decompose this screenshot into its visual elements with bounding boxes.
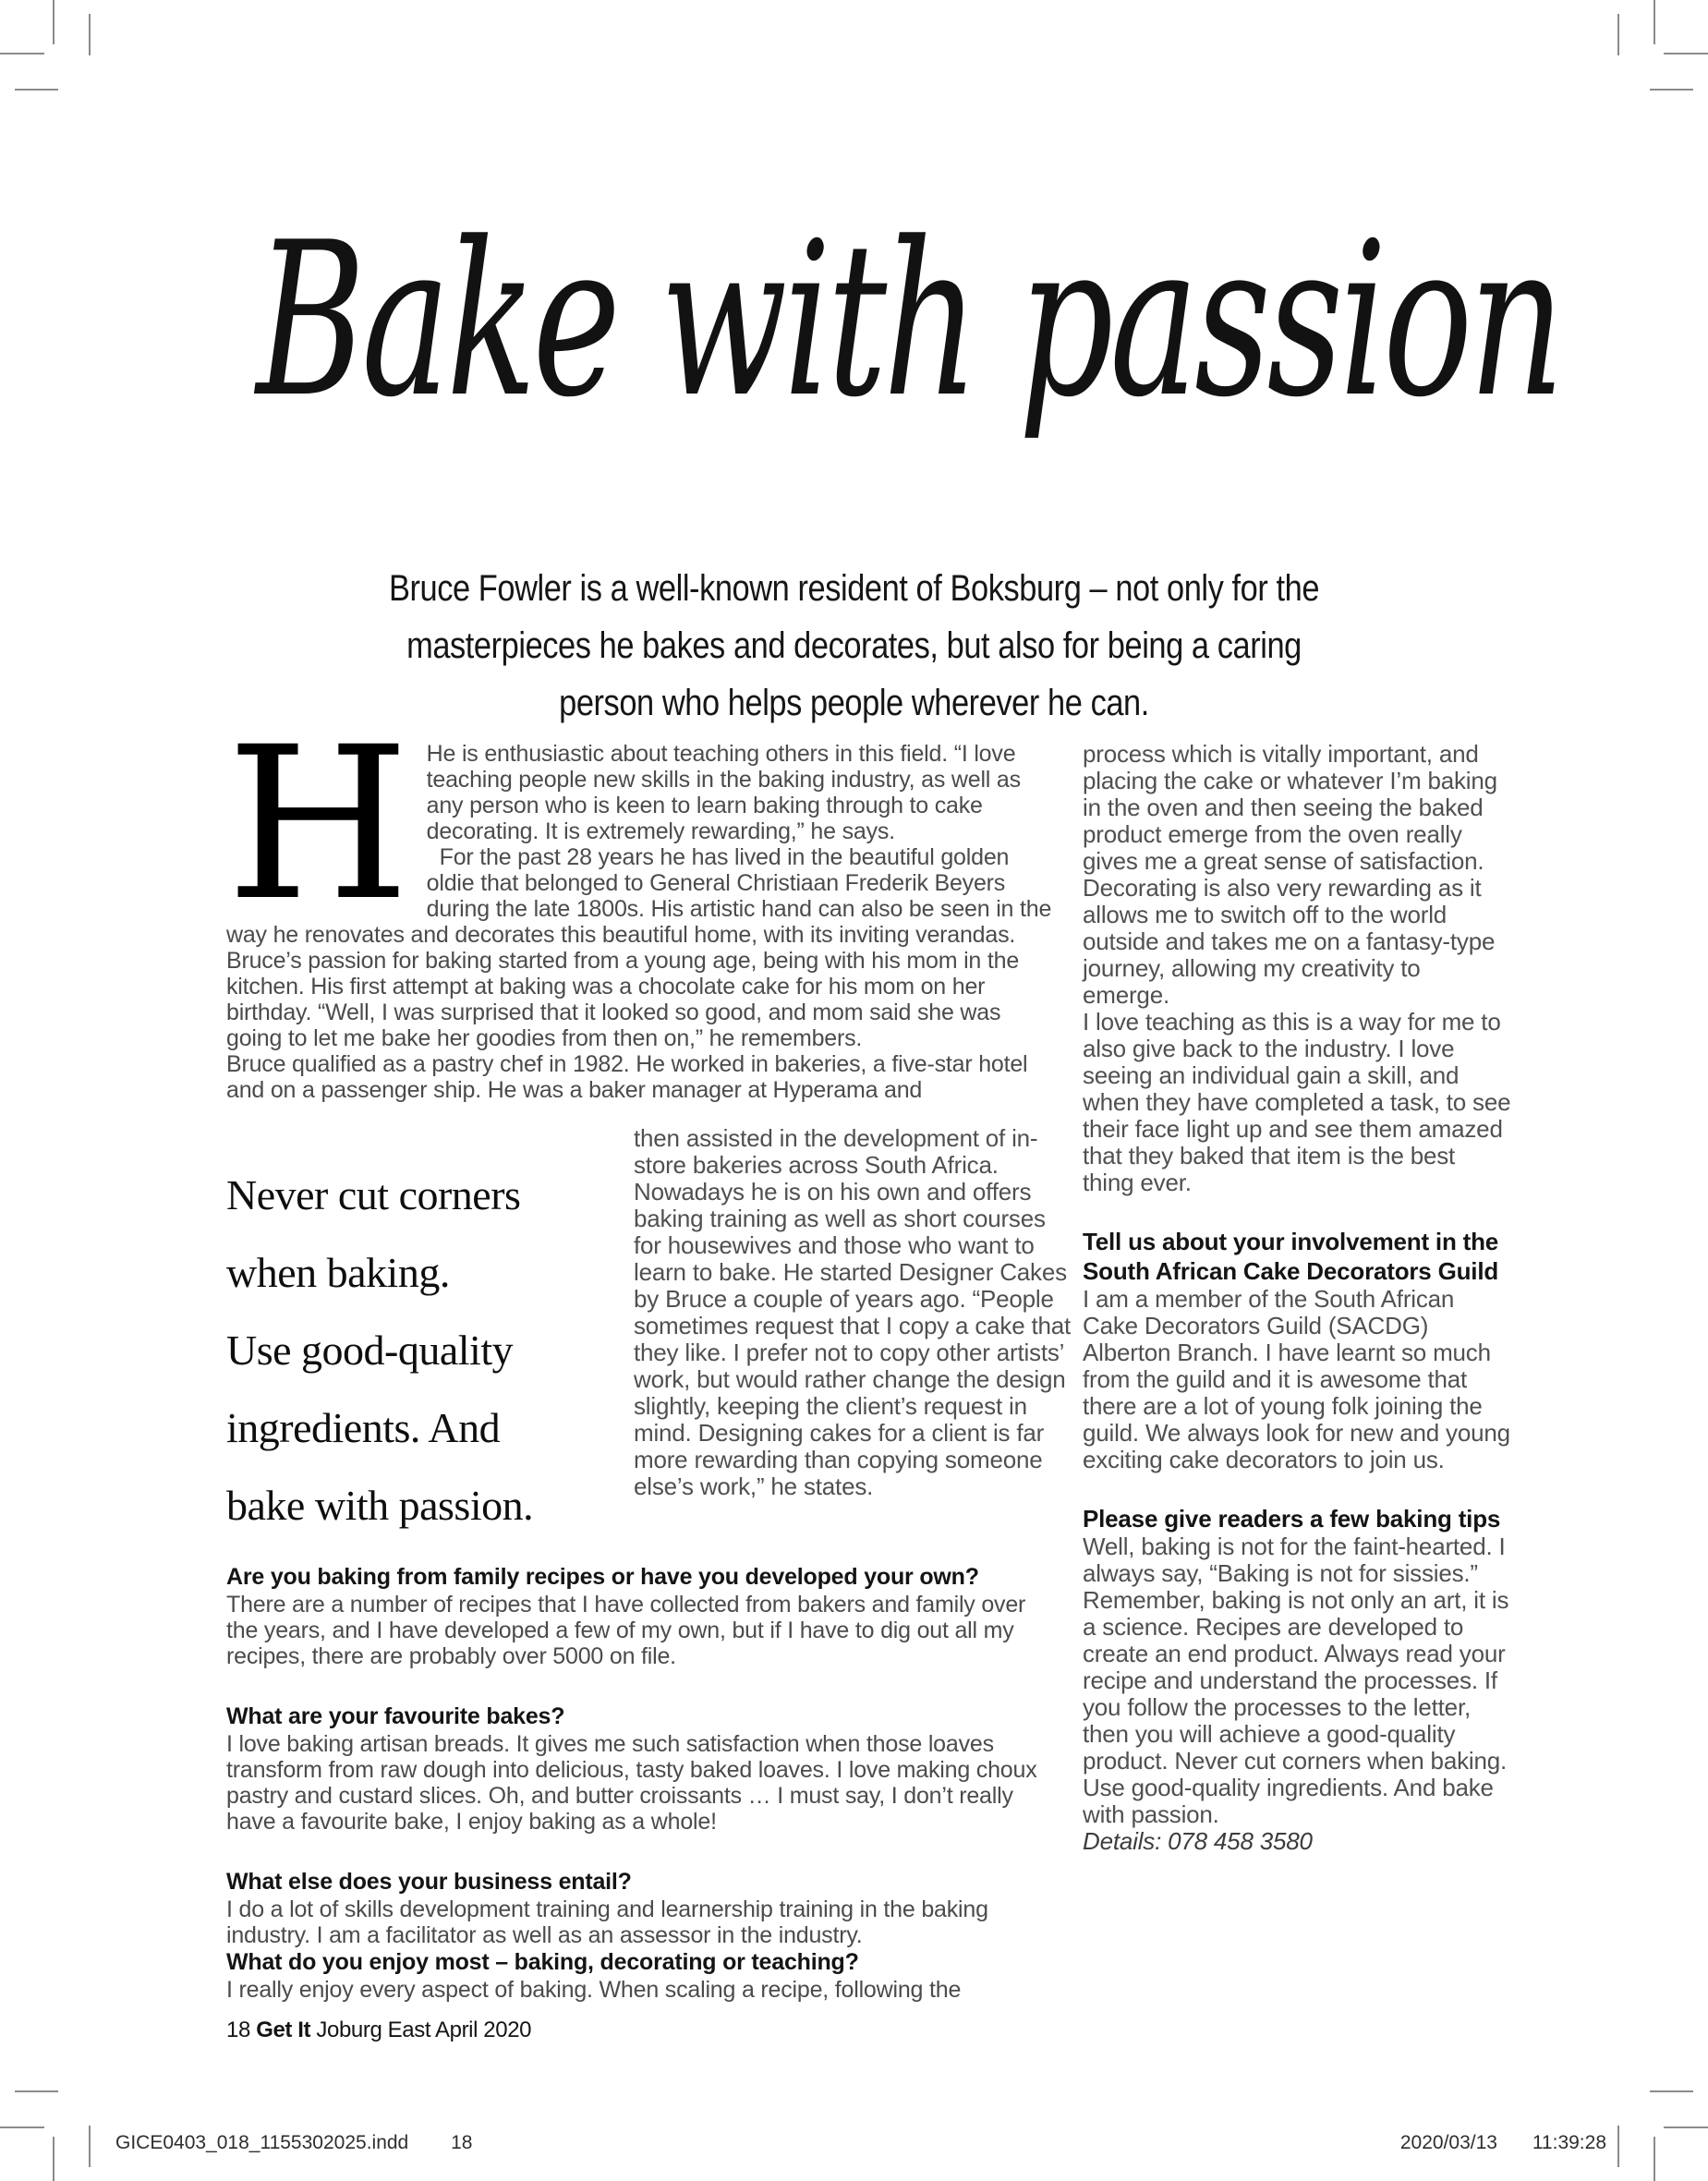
footer-magazine-name: Get It [256, 2017, 311, 2042]
pull-quote-line: ingredients. And [226, 1404, 501, 1451]
body-paragraph: He is enthusiastic about teaching others in this field. “I love teaching people new skills in the baking industry, as well as any person who is keen to learn baking through to cake decorating. It is extremely rewarding,” he says. [426, 741, 1021, 844]
answer-paragraph: I really enjoy every aspect of baking. When scaling a recipe, following the [226, 1977, 962, 2003]
crop-mark [0, 53, 44, 55]
pull-quote-line: Never cut corners [226, 1171, 521, 1218]
answer-paragraph: There are a number of recipes that I have collected from bakers and family over the years, and I have developed a few of my own, but if I have to dig out all my recipes, there are probably over 5000 on file. [226, 1592, 1026, 1669]
page-footer [226, 2017, 531, 2043]
pull-quote-line: when baking. [226, 1249, 450, 1296]
pull-quote-line: Use good-quality [226, 1327, 514, 1374]
print-page-number: 18 [451, 2132, 473, 2153]
qa-item [226, 1868, 1062, 1948]
body-paragraph: I love teaching as this is a way for me to also give back to the industry. I love seeing an individual gain a skill, and when they have completed a task, to see their face light up and see them amazed that they baked that item is the best thing ever. [1083, 1008, 1511, 1196]
crop-mark [1664, 53, 1708, 55]
body-paragraph: Bruce’s passion for baking started from a young age, being with his mom in the kitchen. His first attempt at baking was a chocolate cake for his mom on her birthday. “Well, I was surprised that it looked so good, and mom said she was going to let me bake her goodies from then on,” he remembers. [226, 948, 1020, 1051]
crop-mark [53, 2137, 55, 2181]
answer-paragraph: I do a lot of skills development training and learnership training in the baking industry. I am a facilitator as well as an assessor in the industry. [226, 1896, 988, 1948]
answer-paragraph: I love baking artisan breads. It gives me such satisfaction when those loaves transform from raw dough into delicious, tasty baked loaves. I love making choux pastry and custard slices. Oh, and butter croissants … I must say, I don’t really have a favourite bake, I enjoy baking as a whole! [226, 1731, 1037, 1835]
standfirst-line: person who helps people wherever he can. [559, 683, 1149, 723]
drop-cap: H [226, 701, 410, 947]
print-date: 2020/03/13 [1399, 2132, 1497, 2153]
print-slug-right [1400, 2132, 1606, 2154]
section-heading: Please give readers a few baking tips [1083, 1505, 1501, 1533]
intro-section [226, 701, 1058, 1103]
question-heading: What else does your business entail? [226, 1869, 632, 1895]
qa-item [226, 1948, 1062, 2003]
body-paragraph: Decorating is also very rewarding as it allows me to switch off to the world outside and takes me on a fantasy-type journey, allowing my creativity to emerge. [1083, 874, 1496, 1009]
footer-edition: Joburg East April 2020 [316, 2017, 532, 2042]
pull-quote [226, 1157, 633, 1545]
crop-mark [1664, 2126, 1708, 2128]
crop-mark [1650, 2090, 1693, 2092]
qa-item [226, 1563, 1062, 1669]
crop-mark [1617, 2126, 1619, 2167]
print-slug-left [115, 2132, 472, 2154]
crop-mark [1653, 2137, 1655, 2181]
article-title: Bake with passion [256, 198, 1561, 444]
question-heading: Are you baking from family recipes or have you developed your own? [226, 1564, 979, 1590]
body-paragraph: then assisted in the development of in-store bakeries across South Africa. Nowadays he is on his own and offers baking training as well as short courses for housewives and those who want to learn to bake. He started Designer Cakes by Bruce a couple of years ago. “People sometimes request that I copy a cake that they like. I prefer not to copy other artists’ work, but would rather change the design slightly, keeping the client’s request in mind. Designing cakes for a client is far more rewarding than copying someone else’s work,” he states. [634, 1124, 1072, 1500]
question-heading: What are your favourite bakes? [226, 1703, 565, 1729]
crop-mark [1617, 14, 1619, 55]
print-time: 11:39:28 [1532, 2132, 1606, 2153]
crop-mark [89, 2126, 91, 2167]
contact-details: Details: 078 458 3580 [1083, 1827, 1313, 1855]
print-file-name: GICE0403_018_1155302025.indd [115, 2132, 409, 2153]
standfirst-line: Bruce Fowler is a well-known resident of Boksburg – not only for the [388, 568, 1320, 609]
body-paragraph: For the past 28 years he has lived in the beautiful golden oldie that belonged to General Christiaan Frederik Beyers during the late 1800s. His artistic hand can also be seen in the way he renovates and decorates this beautiful home, with its inviting verandas. [226, 844, 1052, 948]
qa-item [226, 1702, 1062, 1835]
body-paragraph: I am a member of the South African Cake Decorators Guild (SACDG) Alberton Branch. I have learnt so much from the guild and it is awesome that there are a lot of young folk joining the guild. We always look for new and young exciting cake decorators to join us. [1083, 1285, 1510, 1473]
standfirst-line: masterpieces he bakes and decorates, but also for being a caring [406, 625, 1302, 666]
crop-mark [15, 2090, 58, 2092]
middle-column [634, 1125, 1075, 1500]
question-heading: What do you enjoy most – baking, decorating or teaching? [226, 1949, 859, 1975]
crop-mark [89, 14, 91, 55]
crop-mark [15, 89, 58, 91]
qa-section [226, 1563, 1062, 2003]
crop-mark [1650, 89, 1693, 91]
crop-mark [53, 0, 55, 44]
pull-quote-line: bake with passion. [226, 1482, 534, 1529]
body-paragraph: Bruce qualified as a pastry chef in 1982. He worked in bakeries, a five-star hotel and on a passenger ship. He was a baker manager at Hyperama and [226, 1051, 1028, 1103]
crop-mark [1653, 0, 1655, 44]
right-column [1083, 741, 1511, 1855]
crop-mark [0, 2126, 44, 2128]
section-heading: Tell us about your involvement in the South African Cake Decorators Guild [1083, 1228, 1499, 1285]
body-paragraph: Well, baking is not for the faint-hearted. I always say, “Baking is not for sissies.” Remember, baking is not only an art, it is a science. Recipes are developed to create an end product. Always read your recipe and understand the processes. If you follow the processes to the letter, then you will achieve a good-quality product. Never cut corners when baking. Use good-quality ingredients. And bake with passion. [1083, 1533, 1509, 1828]
body-paragraph: process which is vitally important, and placing the cake or whatever I’m baking in the oven and then seeing the baked product emerge from the oven really gives me a great sense of satisfaction. [1083, 740, 1497, 875]
footer-page-number: 18 [226, 2017, 250, 2042]
